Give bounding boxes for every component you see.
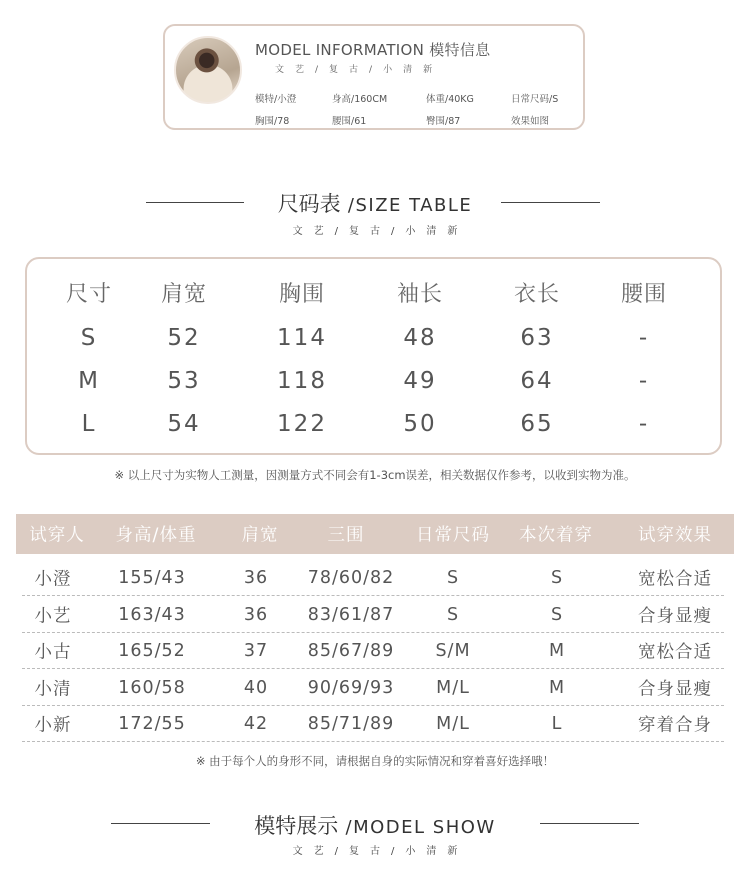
try-on-cell: 37 (243, 640, 269, 661)
try-on-cell: S (446, 567, 460, 588)
try-on-cell: 宽松合适 (638, 642, 712, 662)
try-on-header-cell: 试穿人 (29, 525, 85, 546)
try-on-cell: 83/61/87 (307, 604, 395, 625)
try-on-cell: 85/67/89 (307, 640, 395, 661)
size-table-cell: 48 (403, 325, 437, 351)
size-table-header-cell: 腰围 (620, 282, 668, 307)
try-on-cell: M/L (436, 677, 470, 698)
try-on-cell: S (550, 567, 564, 588)
try-on-cell: 42 (243, 713, 269, 734)
model-info-item: 臀围/87 (426, 116, 461, 127)
size-table-title-en: /SIZE TABLE (340, 195, 473, 216)
size-table-row (27, 411, 720, 441)
size-note: ※ 以上尺寸为实物人工测量，因测量方式不同会有1-3cm误差，相关数据仅作参考，以收到实物为准。 (114, 468, 636, 482)
size-table-cell: - (638, 368, 650, 394)
model-info-item: 胸围/78 (255, 116, 290, 127)
size-table-header-cell: 胸围 (278, 282, 326, 307)
try-on-cell: 36 (243, 604, 269, 625)
try-on-cell: 穿着合身 (638, 715, 712, 735)
size-table-cell: S (80, 325, 98, 351)
try-on-row (22, 670, 724, 706)
size-table-cell: 53 (167, 368, 201, 394)
try-on-cell: M (548, 677, 566, 698)
try-on-header-cell: 本次着穿 (519, 525, 593, 546)
size-table-cell: 63 (520, 325, 554, 351)
size-table-cell: 65 (520, 411, 554, 437)
size-table-row (27, 368, 720, 398)
try-on-table-header (16, 514, 734, 554)
try-on-row (22, 560, 724, 596)
model-show-heading (0, 808, 750, 868)
size-table-header-cell: 肩宽 (160, 282, 208, 307)
size-table-title (0, 188, 750, 218)
size-table-cell: 54 (167, 411, 201, 437)
try-on-cell: 合身显瘦 (638, 679, 712, 699)
try-on-header-cell: 试穿效果 (638, 525, 712, 546)
size-table-cell: 114 (277, 325, 327, 351)
try-on-cell: 宽松合适 (638, 569, 712, 589)
try-on-cell: 163/43 (118, 604, 186, 625)
model-info-item: 身高/160CM (332, 94, 388, 105)
try-on-cell: M (548, 640, 566, 661)
try-on-header-cell: 三围 (327, 525, 365, 546)
size-table-header-row (27, 277, 720, 307)
try-on-cell: 160/58 (118, 677, 186, 698)
try-on-row (22, 597, 724, 633)
size-table-cell: - (638, 411, 650, 437)
size-table (25, 257, 722, 455)
size-table-cell: 118 (277, 368, 327, 394)
model-show-title (0, 810, 750, 840)
try-on-cell: 小古 (34, 642, 72, 662)
model-show-subtitle: 文艺/复古/小清新 (292, 846, 469, 857)
try-on-cell: 78/60/82 (307, 567, 395, 588)
try-on-cell: S (550, 604, 564, 625)
try-on-cell: 172/55 (118, 713, 186, 734)
try-on-cell: 40 (243, 677, 269, 698)
size-table-cell: 122 (277, 411, 327, 437)
size-table-subtitle: 文艺/复古/小清新 (292, 226, 469, 237)
size-table-header-cell: 袖长 (396, 282, 444, 307)
try-on-cell: 小清 (34, 679, 72, 699)
size-table-header-cell: 尺寸 (65, 282, 113, 307)
try-on-cell: 小艺 (34, 606, 72, 626)
model-info-item: 模特/小澄 (255, 94, 297, 105)
model-info-card (163, 24, 585, 130)
size-table-title-cn: 尺码表 (277, 192, 341, 216)
size-table-cell: 50 (403, 411, 437, 437)
try-on-row (22, 633, 724, 669)
size-table-cell: L (81, 411, 97, 437)
size-table-cell: M (78, 368, 100, 394)
size-table-cell: 64 (520, 368, 554, 394)
model-show-title-en: /MODEL SHOW (338, 817, 496, 838)
try-on-cell: 90/69/93 (307, 677, 395, 698)
size-table-cell: - (638, 325, 650, 351)
model-info-item: 腰围/61 (332, 116, 367, 127)
try-on-cell: S/M (435, 640, 471, 661)
try-on-cell: S (446, 604, 460, 625)
model-info-item: 体重/40KG (426, 94, 474, 105)
size-table-row (27, 325, 720, 355)
size-table-header-cell: 衣长 (513, 282, 561, 307)
size-table-cell: 49 (403, 368, 437, 394)
try-on-header-cell: 肩宽 (241, 525, 279, 546)
try-on-cell: 85/71/89 (307, 713, 395, 734)
size-table-cell: 52 (167, 325, 201, 351)
try-note: ※ 由于每个人的身形不同，请根据自身的实际情况和穿着喜好选择哦！ (195, 754, 555, 768)
try-on-cell: L (551, 713, 563, 734)
try-on-cell: 合身显瘦 (638, 606, 712, 626)
model-show-title-cn: 模特展示 (254, 814, 339, 838)
model-info-row (255, 87, 585, 109)
model-info-item: 效果如图 (511, 116, 550, 127)
try-on-cell: M/L (436, 713, 470, 734)
try-on-cell: 165/52 (118, 640, 186, 661)
model-info-subtitle: 文艺/复古/小清新 (275, 65, 444, 75)
model-avatar (174, 36, 242, 104)
try-on-header-cell: 日常尺码 (416, 525, 490, 546)
model-info-item: 日常尺码/S (511, 94, 559, 105)
model-info-title: MODEL INFORMATION 模特信息 (255, 41, 491, 59)
model-info-grid (255, 87, 585, 131)
try-on-cell: 155/43 (118, 567, 186, 588)
try-on-cell: 小新 (34, 715, 72, 735)
try-on-header-cell: 身高/体重 (115, 525, 197, 546)
try-on-cell: 小澄 (34, 569, 72, 589)
try-on-cell: 36 (243, 567, 269, 588)
size-table-heading (0, 186, 750, 246)
try-on-row (22, 706, 724, 742)
model-info-row (255, 109, 585, 131)
